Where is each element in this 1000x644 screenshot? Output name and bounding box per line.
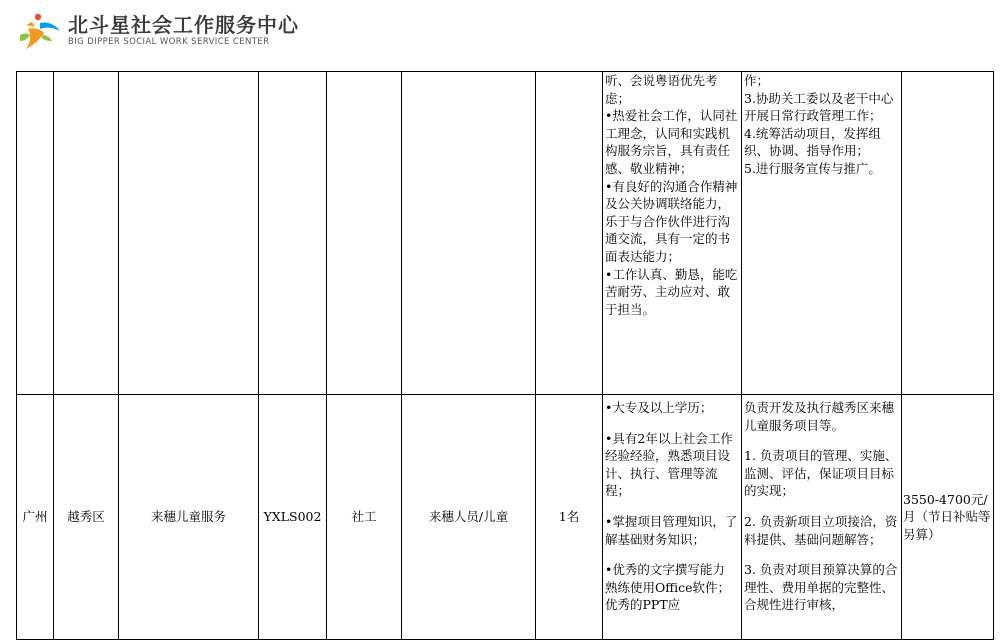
requirement-item: 听、会说粤语优先考虑； [605, 73, 718, 106]
duty-item: 5.进行服务宣传与推广。 [744, 160, 881, 176]
duty-item: 作； [744, 73, 770, 88]
requirement-item: •有良好的沟通合作精神及公关协调联络能力，乐于与合作伙伴进行沟通交流，具有一定的书面表达能力； [605, 178, 738, 264]
position-cell: 社工 [327, 395, 402, 640]
duty-item: 负责开发及执行越秀区来穗儿童服务项目等。 [744, 400, 895, 433]
salary-cell [902, 72, 994, 395]
headcount-cell: 1名 [536, 395, 603, 640]
project-cell: 来穗儿童服务 [119, 395, 259, 640]
org-name-en: BIG DIPPER SOCIAL WORK SERVICE CENTER [68, 37, 270, 47]
table-row [17, 395, 994, 640]
table-row [17, 72, 994, 395]
city-cell [17, 72, 54, 395]
duty-item: 3.协助关工委以及老干中心开展日常行政管理工作； [744, 90, 894, 124]
target-cell: 来穗人员/儿童 [402, 395, 536, 640]
city-cell: 广州 [17, 395, 54, 640]
target-cell [402, 72, 536, 395]
job-table [16, 71, 994, 640]
code-cell [259, 72, 327, 395]
headcount-cell [536, 72, 603, 395]
duty-item: 1. 负责项目的管理、实施、监测、评估，保证项目目标的实现； [744, 448, 898, 499]
requirement-item: •工作认真、勤恳，能吃苦耐劳、主动应对、敢于担当。 [605, 266, 738, 317]
district-cell [54, 72, 119, 395]
duty-item: 3. 负责对项目预算决算的合理性、费用单据的完整性、合规性进行审核， [744, 562, 898, 613]
big-dipper-logo-icon [18, 11, 62, 51]
requirements-cell [603, 72, 742, 395]
duty-item: 4.统筹活动项目，发挥组织、协调、指导作用； [744, 125, 881, 159]
requirement-item: •掌握项目管理知识，了解基础财务知识； [605, 513, 738, 547]
district-cell: 越秀区 [54, 395, 119, 640]
duties-cell [742, 72, 902, 395]
requirement-item: •热爱社会工作，认同社工理念，认同和实践机构服务宗旨，具有责任感、敬业精神； [605, 108, 738, 176]
requirements-cell [603, 395, 742, 640]
org-name-cn: 北斗星社会工作服务中心 [68, 13, 299, 37]
code-cell: YXLS002 [259, 395, 327, 640]
position-cell [327, 72, 402, 395]
duties-cell [742, 395, 902, 640]
duty-item: 2. 负责新项目立项接洽，资料提供、基础问题解答； [744, 513, 898, 547]
requirement-item: •大专及以上学历； [605, 400, 713, 415]
requirement-item: •优秀的文字撰写能力 熟练使用Office软件；优秀的PPT应 [605, 562, 731, 613]
project-cell [119, 72, 259, 395]
requirement-item: •具有2年以上社会工作经验经验，熟悉项目设计、执行、管理等流程； [605, 430, 733, 499]
salary-cell: 3550-4700元/月（节日补贴等另算） [902, 395, 994, 640]
org-logo [18, 8, 299, 54]
